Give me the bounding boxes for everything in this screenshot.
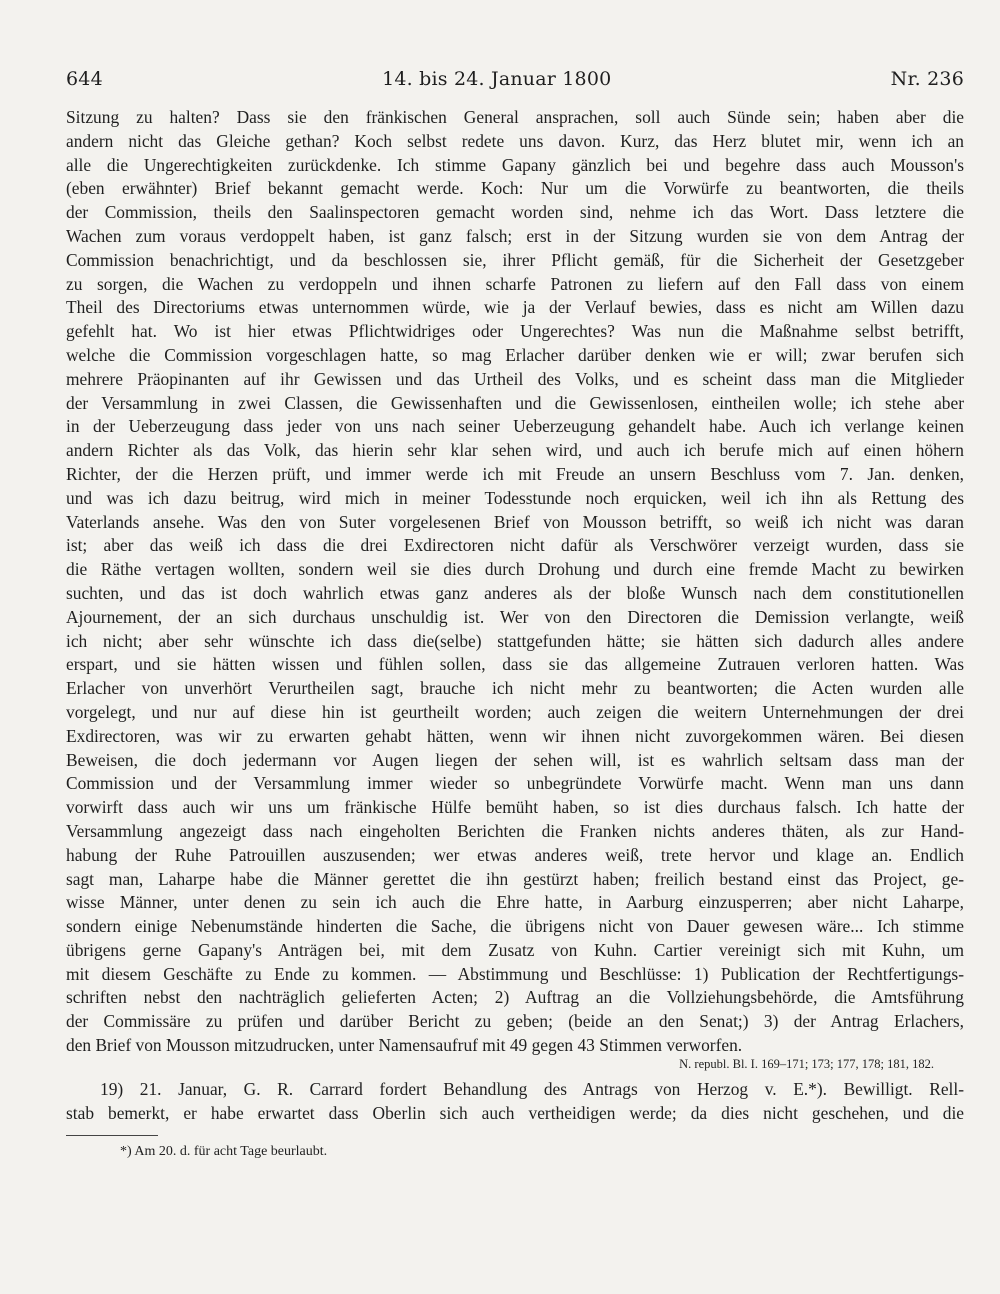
body-line: Sitzung zu halten? Dass sie den fränkischen General ansprachen, soll auch Sünde sein; haben aber die [66,107,964,127]
entry-line: stab bemerkt, er habe erwartet dass Oberlin sich auch vertheidigen werde; da dies nicht geschehen, und die [66,1102,964,1123]
body-line: Commission und der Versammlung immer wieder so unbegründete Vorwürfe macht. Wenn man uns dann [66,773,964,794]
body-line: den Brief von Mousson mitzudrucken, unter Namensaufruf mit 49 gegen 43 Stimmen verworfen. [66,1035,743,1056]
body-line: alle die Ungerechtigkeiten zurückdenke. Ich stimme Gapany gänzlich bei und begehre dass auch Mousson's [66,154,964,175]
body-line: Wachen zum voraus verdoppelt haben, ist ganz falsch; erst in der Sitzung wurden sie von dem Antrag der [66,225,964,246]
body-line: Commission benachrichtigt, und da beschlossen sie, ihrer Pflicht gemäß, für die Sicherheit der Gesetzgeber [66,249,964,270]
body-line: sagt man, Laharpe habe die Männer gerettet die ihn gestürzt haben; freilich bestand einst das Project, ge- [66,868,964,889]
body-line: Beweisen, die doch jedermann vor Augen liegen der sehen will, ist es wahrlich seltsam dass man der [66,749,964,770]
body-line: Theil des Directoriums etwas unternommen würde, wie ja der Verlauf bewies, dass es nicht am Willen dazu [66,297,964,318]
body-line: zu sorgen, die Wachen zu verdoppeln und ihnen scharfe Patronen zu liefern auf den Fall dass von einem [66,273,964,294]
body-line: Ajournement, der an sich durchaus unschuldig ist. Wer von den Directoren die Demission verlangte, weiß [66,606,964,627]
footnote: *) Am 20. d. für acht Tage beurlaubt. [120,1144,328,1160]
body-line: erspart, und sie hätten wissen und fühlen sollen, dass sie das allgemeine Zutrauen verloren hatten. Was [66,654,964,675]
body-line: vorwirft dass auch wir uns um fränkische Hülfe bemüht haben, so ist dies durchaus falsch. Ich hatte der [66,797,964,818]
issue-number: Nr. 236 [890,68,964,90]
entry-line: 19) 21. Januar, G. R. Carrard fordert Behandlung des Antrags von Herzog v. E.*). Bewilligt. Rell- [100,1078,964,1099]
body-line: Exdirectoren, was wir zu erwarten gehabt hätten, wenn wir ihnen nicht zuvorgekommen wären. Bei diesen [66,725,964,746]
page-number: 644 [66,68,103,90]
body-line: Versammlung angezeigt dass nach eingeholten Berichten die Franken nichts anderes thäten, als zur Hand- [66,820,964,841]
running-title: 14. bis 24. Januar 1800 [382,68,612,90]
body-line: Vaterlands ansehe. Was den von Suter vorgelesenen Brief von Mousson betrifft, so weiß ich nicht was daran [66,511,964,532]
page-header [66,68,964,90]
body-line: der Commission, theils den Saalinspectoren gemacht worden sind, nehme ich das Wort. Dass letztere die [66,202,964,223]
body-text [66,106,964,1058]
body-line: welche die Commission vorgeschlagen hatte, so mag Erlacher darüber denken wie er will; zwar berufen sich [66,344,964,365]
body-line: habung der Ruhe Patrouillen auszusenden; wer etwas anderes weiß, trete hervor und klage an. Endlich [66,844,964,865]
body-line: andern Richter als das Volk, das hierin sehr klar sehen wird, und auch ich berufe mich auf einen höhern [66,440,964,461]
body-line: wisse Männer, unter denen zu sein ich auch die Ehre hatte, in Aarburg einzusperren; aber nicht Laharpe, [66,892,964,913]
source-reference: N. republ. Bl. I. 169–171; 173; 177, 178; 181, 182. [679,1056,934,1071]
body-line: (eben erwähnter) Brief bekannt gemacht werde. Koch: Nur um die Vorwürfe zu beantworten, die theils [66,178,964,199]
body-line: andern nicht das Gleiche gethan? Koch selbst redete uns davon. Kurz, das Herz blutet mir, wenn ich an [66,130,964,151]
body-line: und was ich dazu beitrug, wird mich in meiner Todesstunde noch erquicken, weil ich ihn als Rettung des [66,487,964,508]
body-line: Erlacher von unverhört Verurtheilen sagt, brauche ich nicht mehr zu beantworten; die Acten wurden alle [66,678,964,699]
body-line: ich nicht; aber sehr wünschte ich dass die(selbe) stattgefunden hätte; sie hätten sich dadurch alles andere [66,630,964,651]
body-line: schriften nebst den nachträglich gelieferten Acten; 2) Auftrag an die Vollziehungsbehörde, die Amtsführung [66,987,964,1008]
body-line: vorgelegt, und nur auf diese hin ist geurtheilt worden; auch zeigen die weitern Unternehmungen der drei [66,701,964,722]
body-line: gefehlt hat. Wo ist hier etwas Pflichtwidriges oder Ungerechtes? Was nun die Maßnahme selbst betrifft, [66,321,964,342]
body-line: in der Ueberzeugung dass jeder von uns nach seiner Ueberzeugung gehandelt habe. Auch ich verlange keinen [66,416,964,437]
body-line: der Commissäre zu prüfen und darüber Bericht zu geben; (beide an den Senat;) 3) der Antrag Erlachers, [66,1011,964,1032]
body-line: sondern einige Nebenumstände hinderten die Sache, die übrigens nicht von Dauer gewesen wäre... Ich stimme [66,916,964,937]
body-line: mehrere Präopinanten auf ihr Gewissen und das Urtheil des Volks, und es scheint dass man die Mitglieder [66,368,964,389]
footnote-rule [66,1135,158,1136]
body-line: Richter, der die Herzen prüft, und immer werde ich mit Freude an unsern Beschluss vom 7. Jan. denken, [66,463,964,484]
body-line: ist; aber das weiß ich dass die drei Exdirectoren nicht dafür als Verschwörer verzeigt wurden, dass sie [66,535,964,556]
entry-text [66,1078,964,1126]
body-line: mit diesem Geschäfte zu Ende zu kommen. — Abstimmung und Beschlüsse: 1) Publication der Rechtfertigungs- [66,963,964,984]
body-line: suchten, und das ist doch wahrlich etwas ganz anderes als der bloße Wunsch nach dem constitutionellen [66,582,964,603]
body-line: die Räthe vertagen wollten, sondern weil sie dies durch Drohung und durch eine fremde Macht zu bewirken [66,559,964,580]
body-line: übrigens gerne Gapany's Anträgen bei, mit dem Zusatz von Kuhn. Cartier vereinigt sich mit Kuhn, um [66,939,964,960]
body-line: der Versammlung in zwei Classen, die Gewissenhaften und die Gewissenlosen, eintheilen wolle; ich stehe aber [66,392,964,413]
